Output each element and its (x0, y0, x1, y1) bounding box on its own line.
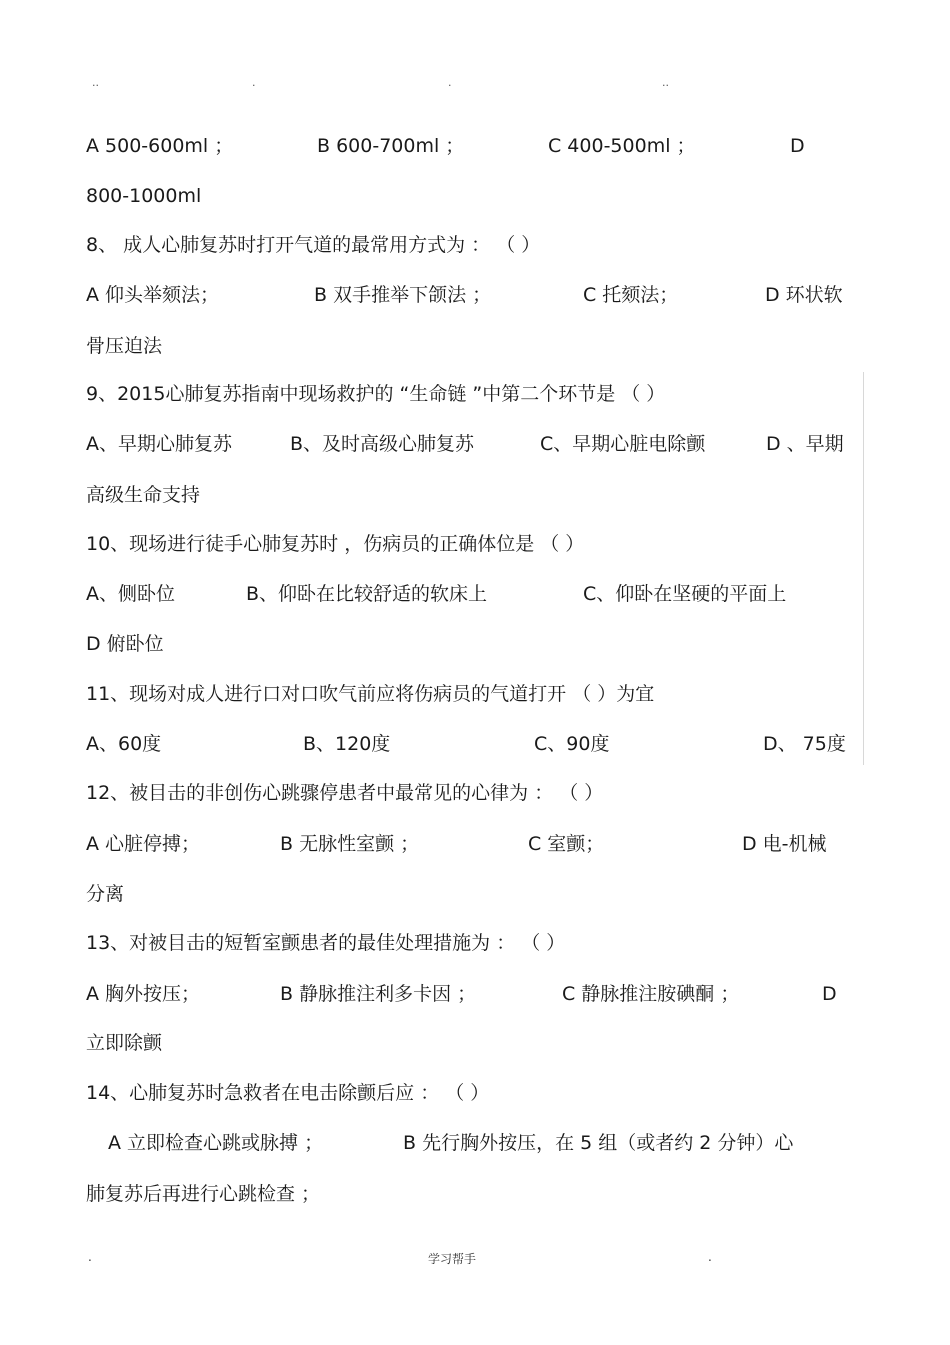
q8-option-d-cont: 骨压迫法 (86, 335, 163, 357)
q12-option-d-cont: 分离 (86, 883, 125, 905)
q10-option-d: D 俯卧位 (86, 633, 164, 655)
q8-option-d: D 环状软 (765, 284, 843, 306)
right-margin-rule (863, 372, 864, 765)
q8-option-a: A 仰头举颏法； (86, 284, 220, 306)
q12-stem: 12、被目击的非创伤心跳骤停患者中最常见的心律为 ： （ ） (86, 782, 604, 804)
header-mark-1: .. (92, 76, 99, 89)
q9-option-d: D 、早期 (766, 433, 844, 455)
q8-option-c: C 托颏法； (583, 284, 679, 306)
q12-option-a: A 心脏停搏； (86, 833, 201, 855)
q8-stem: 8、 成人心肺复苏时打开气道的最常用方式为 ： （ ） (86, 234, 541, 256)
q9-option-d-cont: 高级生命支持 (86, 484, 201, 506)
header-mark-2: . (252, 76, 256, 89)
q12-option-b: B 无脉性室颤 ； (280, 833, 420, 855)
q11-option-b: B、120度 (303, 733, 391, 755)
q13-option-d: D (822, 983, 837, 1005)
q7-option-d: D (790, 135, 805, 157)
q10-option-b: B、仰卧在比较舒适的软床上 (246, 583, 488, 605)
q14-option-b: B 先行胸外按压，在 5 组（或者约 2 分钟）心 (403, 1132, 794, 1154)
q13-option-b: B 静脉推注利多卡因 ； (280, 983, 477, 1005)
q11-option-c: C、90度 (534, 733, 610, 755)
q14-option-a: A 立即检查心跳或脉搏 ； (108, 1132, 324, 1154)
q7-option-d-cont: 800-1000ml (86, 185, 202, 207)
q7-option-c: C 400-500ml ； (548, 135, 696, 157)
q11-stem: 11、现场对成人进行口对口吹气前应将伤病员的气道打开 （ ）为宜 (86, 683, 655, 705)
q14-option-b-cont: 肺复苏后再进行心跳检查 ； (86, 1183, 321, 1205)
footer-title: 学习帮手 (428, 1252, 477, 1266)
q7-option-a: A 500-600ml ； (86, 135, 234, 157)
q9-option-b: B、及时高级心肺复苏 (290, 433, 475, 455)
q10-stem: 10、现场进行徒手心肺复苏时 ，伤病员的正确体位是 （ ） (86, 533, 585, 555)
q10-option-c: C、仰卧在坚硬的平面上 (583, 583, 787, 605)
q13-option-a: A 胸外按压； (86, 983, 201, 1005)
q11-option-d: D、 75度 (763, 733, 846, 755)
q11-option-a: A、60度 (86, 733, 162, 755)
q13-option-d-cont: 立即除颤 (86, 1032, 163, 1054)
footer-right-mark: . (708, 1250, 712, 1264)
header-mark-4: .. (662, 76, 669, 89)
q10-option-a: A、侧卧位 (86, 583, 175, 605)
q9-option-c: C、早期心脏电除颤 (540, 433, 706, 455)
q12-option-d: D 电-机械 (742, 833, 827, 855)
q12-option-c: C 室颤； (528, 833, 605, 855)
header-mark-3: . (448, 76, 452, 89)
q13-option-c: C 静脉推注胺碘酮 ； (562, 983, 740, 1005)
q14-stem: 14、心肺复苏时急救者在电击除颤后应 ： （ ） (86, 1082, 490, 1104)
q9-option-a: A、早期心肺复苏 (86, 433, 232, 455)
q13-stem: 13、对被目击的短暂室颤患者的最佳处理措施为 ： （ ） (86, 932, 566, 954)
q8-option-b: B 双手推举下颌法 ； (314, 284, 492, 306)
footer-left-mark: . (88, 1250, 92, 1264)
q7-option-b: B 600-700ml ； (317, 135, 465, 157)
q9-stem: 9、2015心肺复苏指南中现场救护的 “生命链 ”中第二个环节是 （ ） (86, 383, 666, 405)
